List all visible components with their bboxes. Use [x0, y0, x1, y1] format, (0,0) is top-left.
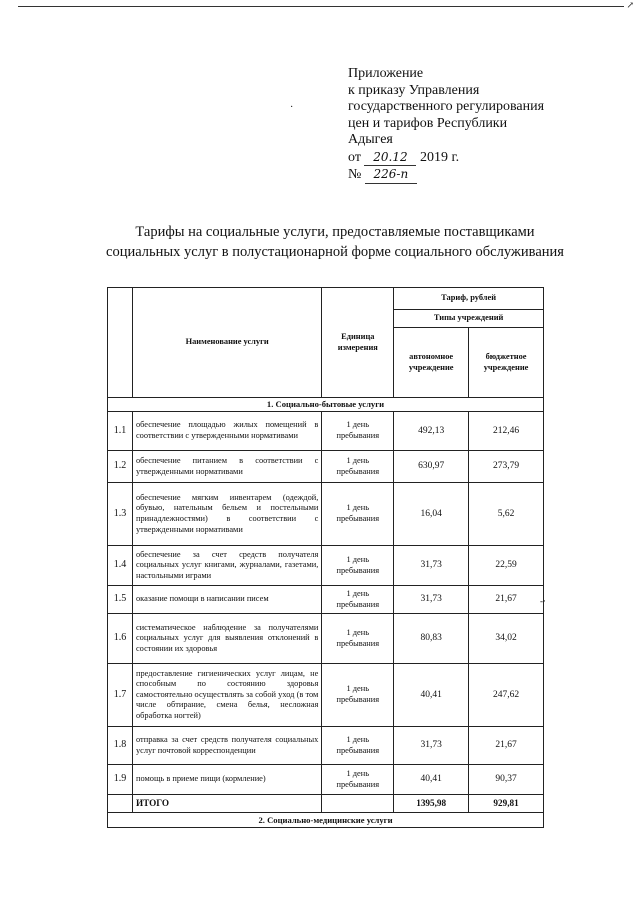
row-service-name: обеспечение мягким инвентарем (одеждой, обувью, нательным бельем и постельными принадлежностями) в соответствии с утвержденными нормативами	[132, 483, 321, 546]
number-prefix: №	[348, 167, 362, 182]
row-service-name: обеспечение за счет средств получателя социальных услуг книгами, журналами, газетами, настольными играми	[132, 546, 321, 586]
header-types: Типы учреждений	[394, 310, 544, 328]
row-unit: 1 день пребывания	[322, 483, 394, 546]
appendix-line: Адыгея	[348, 132, 393, 147]
row-autonomous-value: 40,41	[394, 765, 469, 795]
header-unit: Единица измерения	[322, 288, 394, 398]
header-service-name: Наименование услуги	[132, 288, 321, 398]
header-num-cell	[108, 288, 133, 398]
row-number: 1.7	[108, 664, 133, 727]
total-num-cell	[108, 795, 133, 813]
row-autonomous-value: 492,13	[394, 412, 469, 451]
row-autonomous-value: 31,73	[394, 586, 469, 614]
row-budget-value: 5,62	[469, 483, 544, 546]
total-unit-cell	[322, 795, 394, 813]
number-handwritten: 226-п	[365, 166, 417, 184]
table-row	[108, 451, 544, 483]
row-unit: 1 день пребывания	[322, 451, 394, 483]
table-row	[108, 483, 544, 546]
date-suffix: 2019 г.	[419, 149, 460, 165]
table-row	[108, 546, 544, 586]
table-row	[108, 412, 544, 451]
header-budget: бюджетное учреждение	[469, 328, 544, 398]
row-number: 1.6	[108, 614, 133, 664]
row-budget-value: 21,67	[469, 727, 544, 765]
document-title	[100, 222, 570, 262]
row-autonomous-value: 31,73	[394, 546, 469, 586]
appendix-line: к приказу Управления	[348, 82, 480, 98]
row-unit: 1 день пребывания	[322, 727, 394, 765]
corner-mark: ↗	[626, 0, 634, 10]
row-autonomous-value: 80,83	[394, 614, 469, 664]
section-row	[108, 398, 544, 412]
title-line-2: социальных услуг в полустационарной форме социального обслуживания	[106, 244, 564, 260]
margin-mark: ‑·	[540, 596, 546, 606]
appendix-line: государственного регулирования	[348, 99, 545, 114]
total-label: ИТОГО	[132, 795, 321, 813]
row-service-name: оказание помощи в написании писем	[132, 586, 321, 614]
total-autonomous-value: 1395,98	[394, 795, 469, 813]
row-service-name: помощь в приеме пищи (кормление)	[132, 765, 321, 795]
row-autonomous-value: 40,41	[394, 664, 469, 727]
row-unit: 1 день пребывания	[322, 765, 394, 795]
row-number: 1.4	[108, 546, 133, 586]
row-unit: 1 день пребывания	[322, 412, 394, 451]
section-title: 2. Социально-медицинские услуги	[108, 813, 544, 828]
section-title: 1. Социально-бытовые услуги	[108, 398, 544, 412]
stray-dot: ·	[290, 102, 294, 113]
row-unit: 1 день пребывания	[322, 586, 394, 614]
row-service-name: обеспечение питанием в соответствии с утвержденными нормативами	[132, 451, 321, 483]
row-service-name: обеспечение площадью жилых помещений в соответствии с утвержденными нормативами	[132, 412, 321, 451]
header-row	[108, 288, 544, 310]
top-border-line	[18, 6, 624, 7]
row-budget-value: 273,79	[469, 451, 544, 483]
appendix-line: цен и тарифов Республики	[348, 115, 508, 131]
row-number: 1.8	[108, 727, 133, 765]
table-row	[108, 586, 544, 614]
total-budget-value: 929,81	[469, 795, 544, 813]
row-budget-value: 90,37	[469, 765, 544, 795]
appendix-date	[348, 149, 544, 167]
row-budget-value: 212,46	[469, 412, 544, 451]
date-prefix: от	[348, 149, 361, 165]
row-number: 1.1	[108, 412, 133, 451]
table-row	[108, 664, 544, 727]
tariff-table	[107, 287, 544, 828]
title-line-1: Тарифы на социальные услуги, предоставляемые поставщиками	[135, 224, 535, 240]
row-unit: 1 день пребывания	[322, 614, 394, 664]
row-number: 1.3	[108, 483, 133, 546]
row-autonomous-value: 630,97	[394, 451, 469, 483]
date-handwritten: 20.12	[364, 149, 416, 167]
row-autonomous-value: 16,04	[394, 483, 469, 546]
total-row	[108, 795, 544, 813]
row-budget-value: 21,67	[469, 586, 544, 614]
row-autonomous-value: 31,73	[394, 727, 469, 765]
row-service-name: предоставление гигиенических услуг лицам, не способным по состоянию здоровья самостоятельно осуществлять за собой уход (в том числе обтирание, смена белья, несложная обработка ногтей)	[132, 664, 321, 727]
table-row	[108, 727, 544, 765]
row-service-name: отправка за счет средств получателя социальных услуг почтовой корреспонденции	[132, 727, 321, 765]
row-budget-value: 247,62	[469, 664, 544, 727]
row-budget-value: 22,59	[469, 546, 544, 586]
header-tariff: Тариф, рублей	[394, 288, 544, 310]
table-row	[108, 765, 544, 795]
row-unit: 1 день пребывания	[322, 546, 394, 586]
row-number: 1.2	[108, 451, 133, 483]
appendix-block	[348, 66, 544, 184]
section-row	[108, 813, 544, 828]
header-autonomous: автономное учреждение	[394, 328, 469, 398]
table-row	[108, 614, 544, 664]
appendix-number	[348, 166, 544, 184]
appendix-line: Приложение	[348, 66, 424, 81]
row-number: 1.9	[108, 765, 133, 795]
row-service-name: систематическое наблюдение за получателями социальных услуг для выявления отклонений в состоянии их здоровья	[132, 614, 321, 664]
row-number: 1.5	[108, 586, 133, 614]
row-budget-value: 34,02	[469, 614, 544, 664]
row-unit: 1 день пребывания	[322, 664, 394, 727]
